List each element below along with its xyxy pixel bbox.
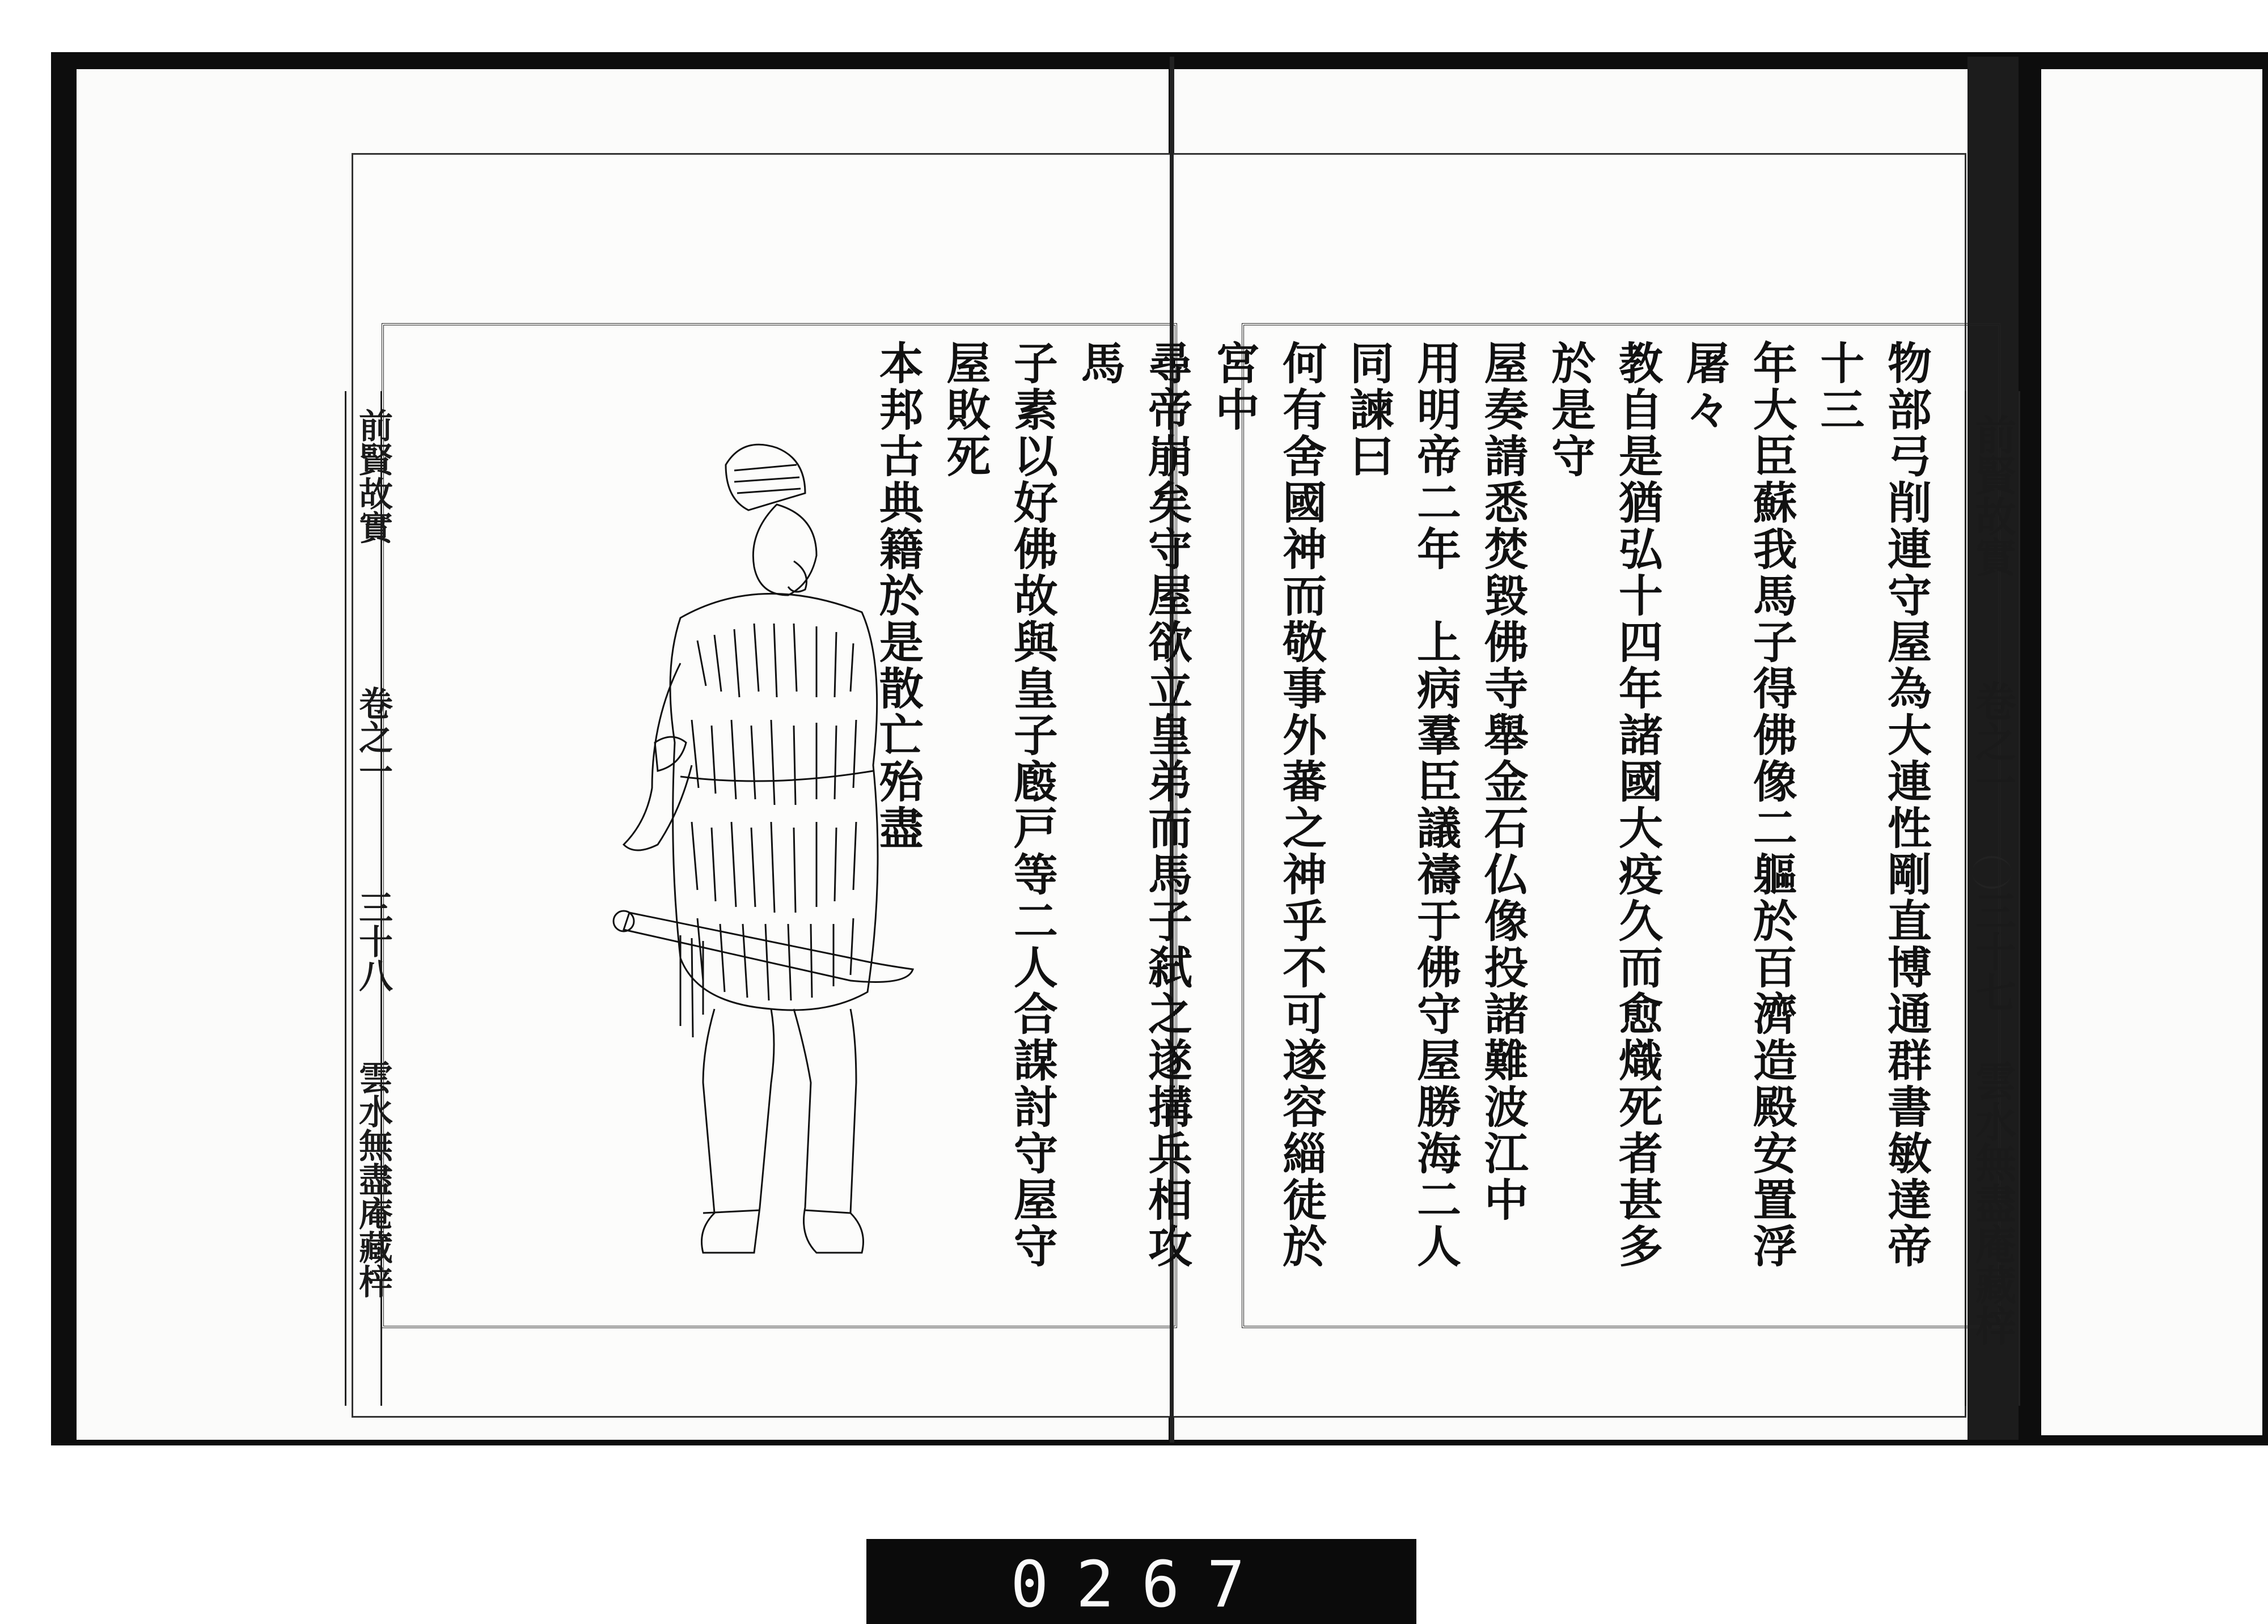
- margin-publisher: 雲水無盡庵藏梓: [1969, 1060, 2017, 1346]
- warrior-arm: [624, 663, 692, 850]
- left-margin-page-number: 三十八: [353, 890, 393, 992]
- text-column: 屋奏請悉焚毀佛寺舉金石仏像投諸難波江中: [1476, 340, 1529, 1223]
- text-column: 年大臣蘇我馬子得佛像二軀於百濟造殿安置浮屠々: [1678, 340, 1797, 1270]
- left-margin-publisher: 雲水無盡庵藏梓: [353, 1060, 393, 1298]
- text-column: 何有舍國神而敬事外蕃之神乎不可遂容緇徒於宮中: [1208, 340, 1327, 1270]
- catalog-number: 0267: [1010, 1548, 1272, 1622]
- margin-volume: 卷之一: [1969, 680, 2017, 803]
- text-column: 用明帝二年 上病羣臣議禱于佛守屋勝海二人同諫曰: [1342, 340, 1462, 1270]
- left-margin-column: [345, 391, 393, 1406]
- right-page-outer: [2041, 69, 2262, 1435]
- warrior-legs: [702, 1009, 775, 1253]
- belt: [680, 771, 873, 781]
- fishtail-mark-icon: [1972, 856, 2012, 889]
- catalog-number-plate: [866, 1539, 1416, 1624]
- left-margin-title: 前賢故實: [353, 408, 393, 544]
- kanbun-text: [871, 340, 1939, 1304]
- text-column: 本邦古典籍於是散亡殆盡: [871, 340, 924, 851]
- text-column: 物部弓削連守屋為大連性剛直博通群書敏達帝十三: [1813, 340, 1932, 1270]
- margin-title: 前賢故實: [1969, 414, 2017, 577]
- text-column: 子素以好佛故與皇子廏戸等二人合謀討守屋守屋敗死: [939, 340, 1058, 1270]
- right-margin-column: [1965, 391, 2020, 1406]
- margin-page-number: 三十七: [1969, 890, 2017, 1012]
- left-margin-volume: 卷之一: [353, 686, 393, 788]
- text-column: 教自是猶弘十四年諸國大疫久而愈熾死者甚多於是守: [1544, 340, 1663, 1270]
- text-column: 尋帝崩矣守屋欲立皇弟而馬子弑之遂搆兵相攻馬: [1073, 340, 1192, 1270]
